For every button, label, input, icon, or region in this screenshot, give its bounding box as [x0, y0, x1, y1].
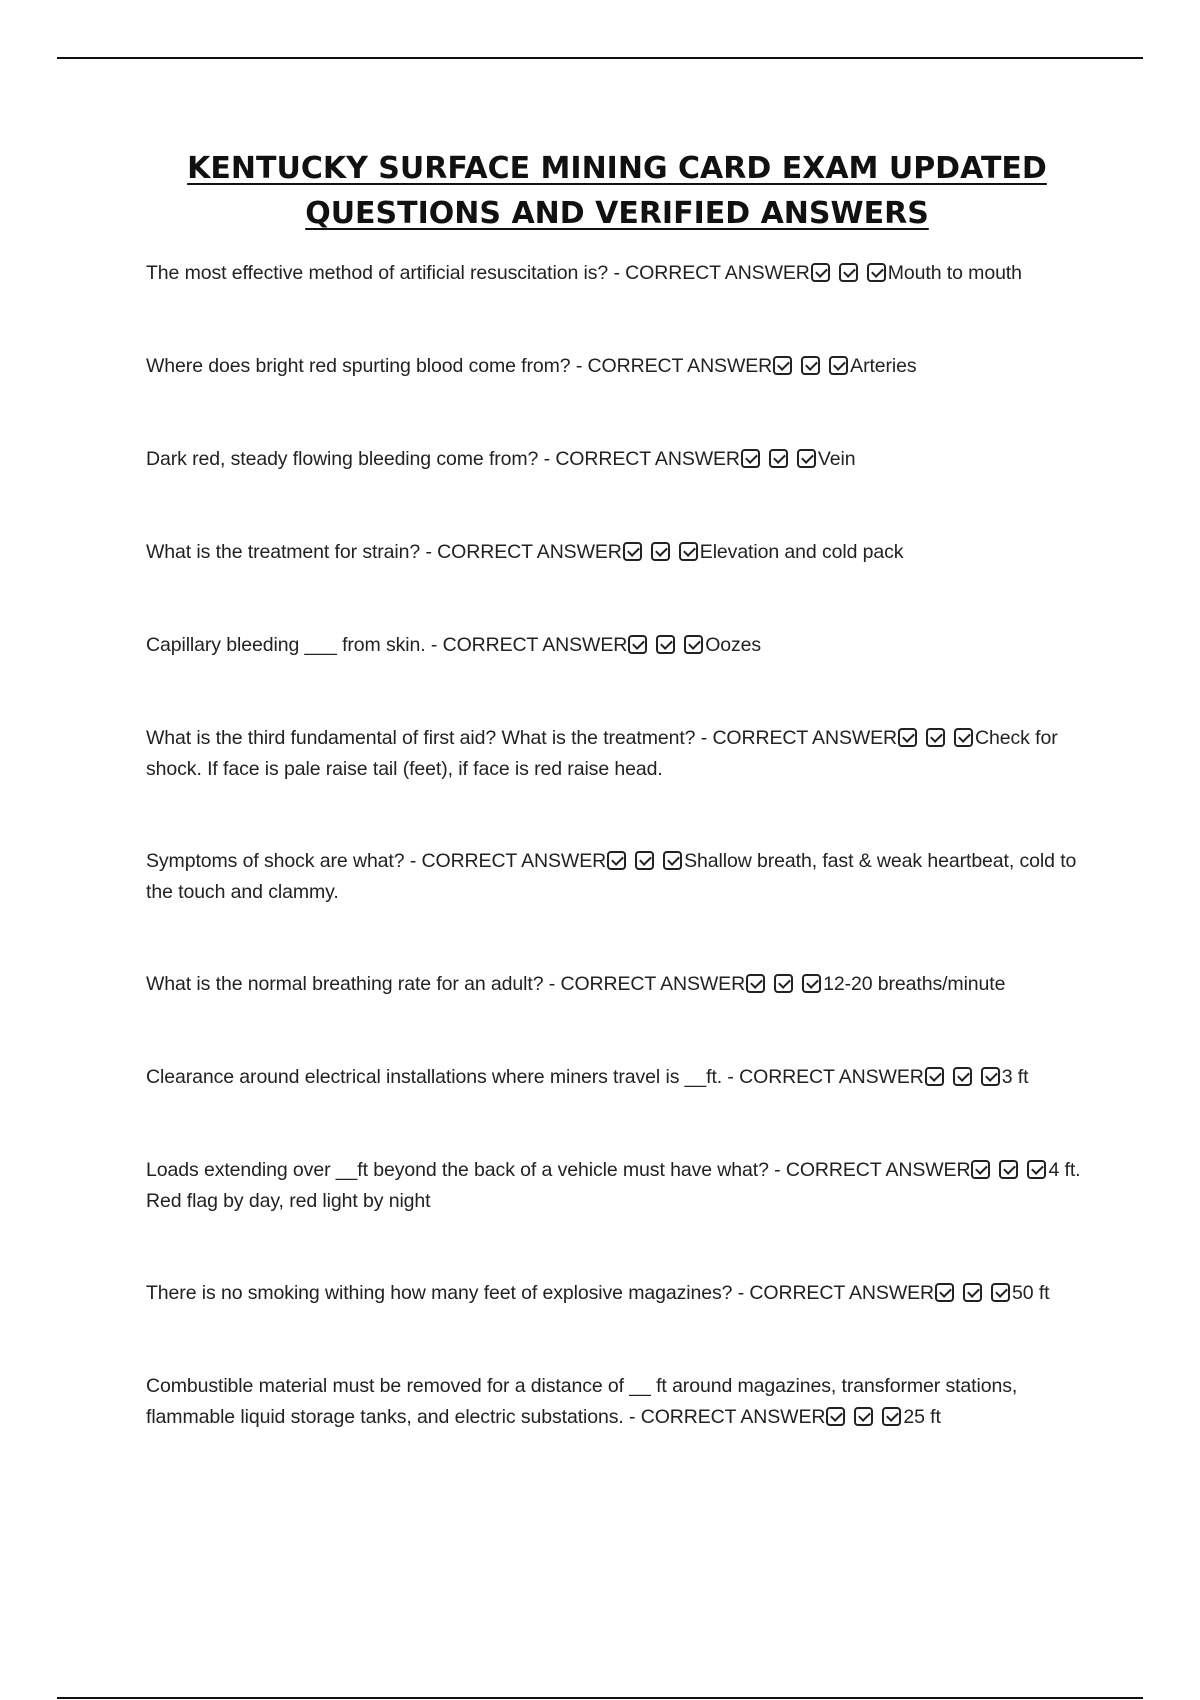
checkbox-checked-icon [867, 263, 886, 282]
answer-text: 4 ft. Red flag by day, red light by night [146, 1159, 1081, 1212]
checkbox-checked-icon [741, 449, 760, 468]
answer-text: 50 ft [1012, 1282, 1050, 1304]
checkbox-checked-icon [802, 974, 821, 993]
question-text: Loads extending over __ft beyond the back of a vehicle must have what? [146, 1159, 769, 1181]
question-text: What is the treatment for strain? [146, 541, 421, 563]
checkbox-checked-icon [839, 263, 858, 282]
checkbox-checked-icon [953, 1067, 972, 1086]
answer-text: Oozes [705, 634, 762, 656]
checkbox-checked-icon [811, 263, 830, 282]
correct-answer-marker: - CORRECT ANSWER [722, 1066, 924, 1088]
qa-item-5 [146, 630, 1106, 723]
checkbox-checked-icon [679, 542, 698, 561]
qa-item-3 [146, 444, 1106, 537]
answer-text: Check for shock. If face is pale raise tail (feet), if face is red raise head. [146, 727, 1058, 780]
question-text: Dark red, steady flowing bleeding come from? [146, 448, 539, 470]
check-marks [897, 727, 975, 749]
qa-item-8 [146, 969, 1106, 1062]
checkbox-checked-icon [773, 356, 792, 375]
qa-item-2 [146, 351, 1106, 444]
answer-text: Vein [817, 448, 856, 470]
checkbox-checked-icon [656, 635, 675, 654]
checkbox-checked-icon [663, 851, 682, 870]
question-text: The most effective method of artificial resuscitation is? [146, 262, 609, 284]
question-text: Where does bright red spurting blood come from? [146, 355, 571, 377]
title-line-1: KENTUCKY SURFACE MINING CARD EXAM UPDATED [187, 151, 1047, 186]
correct-answer-marker: - CORRECT ANSWER [570, 355, 773, 377]
correct-answer-marker: - CORRECT ANSWER [420, 541, 622, 563]
checkbox-checked-icon [623, 542, 642, 561]
check-marks [622, 541, 700, 563]
check-marks [772, 355, 850, 377]
qa-item-12 [146, 1371, 1106, 1494]
checkbox-checked-icon [954, 728, 973, 747]
document-title [0, 146, 1200, 236]
answer-text: Arteries [850, 355, 917, 377]
checkbox-checked-icon [607, 851, 626, 870]
checkbox-checked-icon [926, 728, 945, 747]
question-text: What is the normal breathing rate for an adult? [146, 973, 544, 995]
answer-text: 25 ft [903, 1406, 941, 1428]
checkbox-checked-icon [991, 1283, 1010, 1302]
checkbox-checked-icon [981, 1067, 1000, 1086]
question-text: Clearance around electrical installations where miners travel is __ft. [146, 1066, 723, 1088]
check-marks [970, 1159, 1048, 1181]
correct-answer-marker: - CORRECT ANSWER [543, 973, 746, 995]
checkbox-checked-icon [882, 1407, 901, 1426]
question-text: Combustible material must be removed for a distance of __ ft around magazines, transformer stations, flammable liquid storage tanks, and electric substations. [146, 1375, 1018, 1428]
qa-item-7 [146, 846, 1106, 969]
bottom-rule [57, 1697, 1143, 1699]
check-marks [740, 448, 818, 470]
check-marks [627, 634, 705, 656]
qa-list [146, 258, 1106, 1494]
correct-answer-marker: - CORRECT ANSWER [695, 727, 898, 749]
qa-item-6 [146, 723, 1106, 846]
checkbox-checked-icon [801, 356, 820, 375]
question-text: What is the third fundamental of first aid? What is the treatment? [146, 727, 696, 749]
checkbox-checked-icon [774, 974, 793, 993]
qa-item-10 [146, 1155, 1106, 1278]
checkbox-checked-icon [635, 851, 654, 870]
check-marks [825, 1406, 903, 1428]
answer-text: 12-20 breaths/minute [823, 973, 1006, 995]
checkbox-checked-icon [999, 1160, 1018, 1179]
answer-text: Elevation and cold pack [699, 541, 904, 563]
question-text: There is no smoking withing how many feet of explosive magazines? [146, 1282, 733, 1304]
checkbox-checked-icon [935, 1283, 954, 1302]
correct-answer-marker: - CORRECT ANSWER [538, 448, 740, 470]
qa-item-11 [146, 1278, 1106, 1371]
checkbox-checked-icon [651, 542, 670, 561]
title-line-2: QUESTIONS AND VERIFIED ANSWERS [305, 196, 929, 231]
checkbox-checked-icon [971, 1160, 990, 1179]
question-text: Capillary bleeding ___ from skin. [146, 634, 426, 656]
checkbox-checked-icon [628, 635, 647, 654]
correct-answer-marker: - CORRECT ANSWER [425, 634, 628, 656]
answer-text: Mouth to mouth [887, 262, 1022, 284]
question-text: Symptoms of shock are what? [146, 850, 405, 872]
correct-answer-marker: - CORRECT ANSWER [768, 1159, 971, 1181]
qa-item-9 [146, 1062, 1106, 1155]
checkbox-checked-icon [898, 728, 917, 747]
checkbox-checked-icon [826, 1407, 845, 1426]
checkbox-checked-icon [854, 1407, 873, 1426]
correct-answer-marker: - CORRECT ANSWER [608, 262, 810, 284]
checkbox-checked-icon [829, 356, 848, 375]
check-marks [606, 850, 684, 872]
answer-text: 3 ft [1001, 1066, 1029, 1088]
qa-item-1 [146, 258, 1106, 351]
checkbox-checked-icon [963, 1283, 982, 1302]
checkbox-checked-icon [925, 1067, 944, 1086]
checkbox-checked-icon [1027, 1160, 1046, 1179]
checkbox-checked-icon [769, 449, 788, 468]
checkbox-checked-icon [746, 974, 765, 993]
checkbox-checked-icon [684, 635, 703, 654]
check-marks [745, 973, 823, 995]
check-marks [924, 1066, 1002, 1088]
correct-answer-marker: - CORRECT ANSWER [623, 1406, 826, 1428]
answer-text: Shallow breath, fast & weak heartbeat, cold to the touch and clammy. [146, 850, 1077, 903]
qa-item-4 [146, 537, 1106, 630]
checkbox-checked-icon [797, 449, 816, 468]
top-rule [57, 57, 1143, 59]
check-marks [810, 262, 888, 284]
correct-answer-marker: - CORRECT ANSWER [732, 1282, 935, 1304]
check-marks [934, 1282, 1012, 1304]
correct-answer-marker: - CORRECT ANSWER [404, 850, 607, 872]
